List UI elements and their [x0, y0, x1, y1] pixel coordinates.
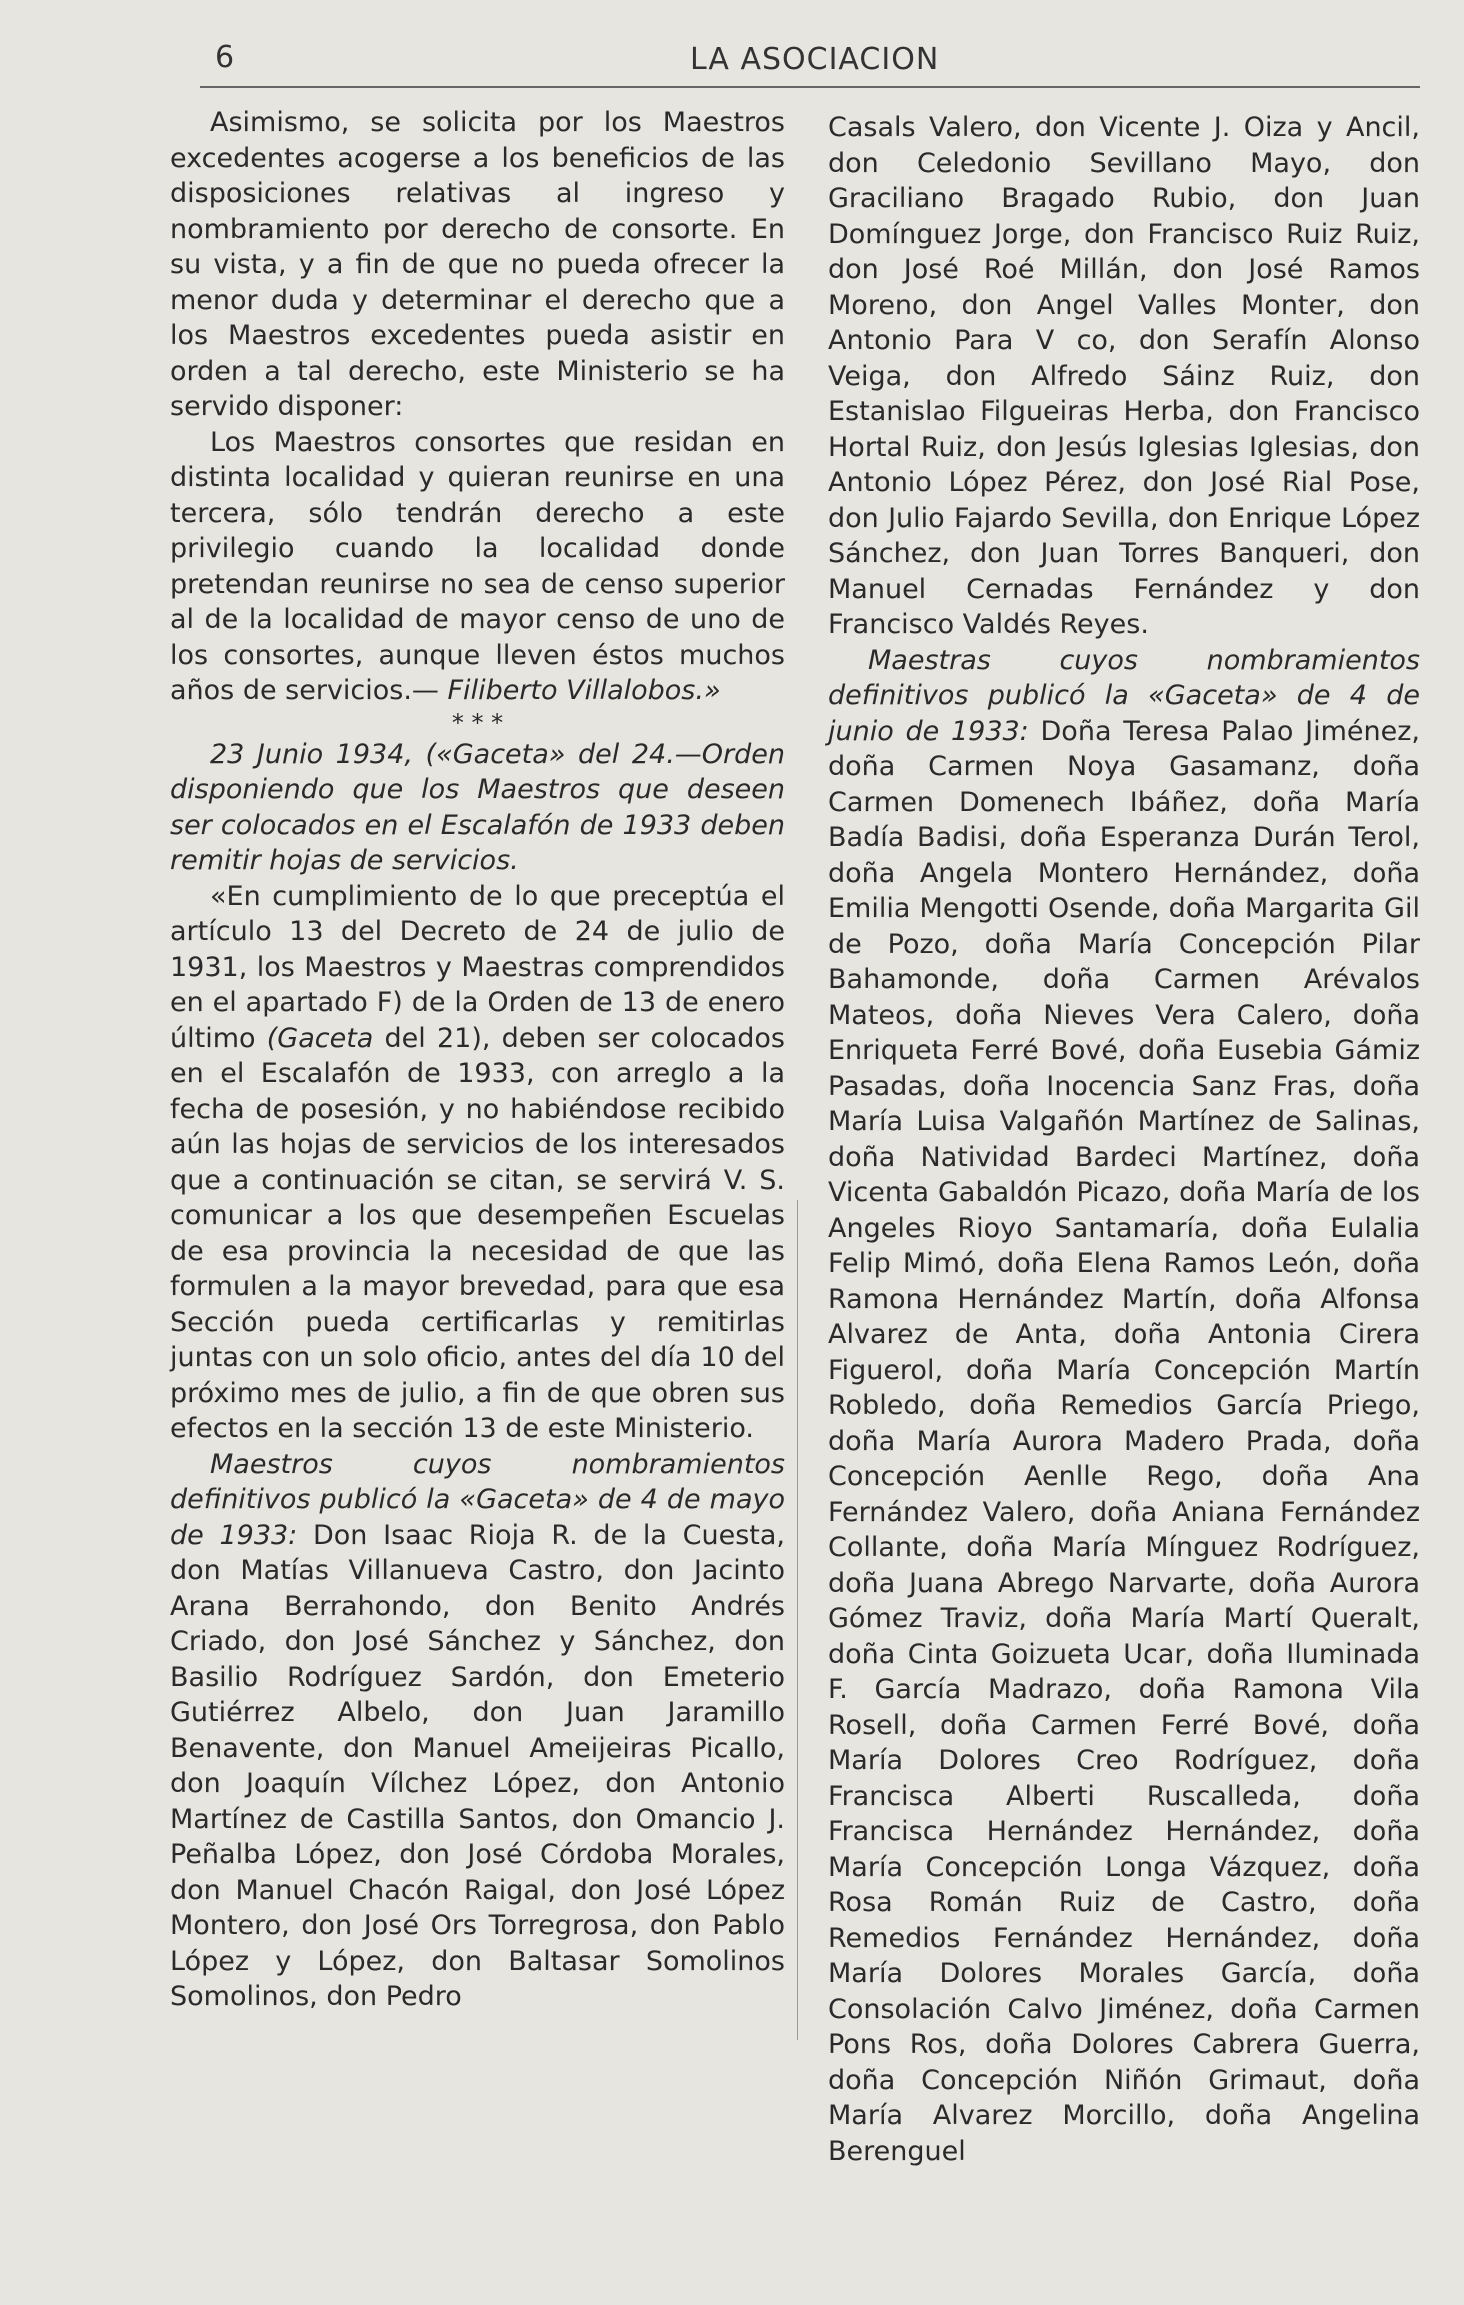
- page-header: [200, 40, 1420, 90]
- page-number: 6: [215, 40, 235, 75]
- section-separator: * * *: [451, 708, 504, 737]
- header-rule: [200, 86, 1420, 88]
- paragraph-consortes-intro: Asimismo, se solicita por los Maestros excedentes acogerse a los beneficios de las disposiciones relativas al ingreso y nombramiento por derecho de consorte. En su vista, y a fin de que no pueda ofrecer la menor duda y determinar el derecho que a los Maestros excedentes pueda asistir en orden a tal derecho, este Ministerio se ha servido disponer:: [170, 107, 785, 422]
- paragraph-consortes-rule: [170, 425, 785, 709]
- paragraph-maestras-list: [828, 643, 1420, 2170]
- running-title: LA ASOCIACION: [690, 42, 940, 77]
- left-column: [170, 105, 785, 2015]
- order-body-a: «En cumplimiento de lo que preceptúa el artículo 13 del Decreto de 24 de julio de 1931, los Maestros y Maestras comprendidos en el apartado F) de la Orden de 13 de enero último: [170, 880, 785, 1054]
- paragraph-maestros-list: [170, 1447, 785, 2015]
- order-heading: 23 Junio 1934, («Gaceta» del 24.—Orden disponiendo que los Maestros que deseen ser colocados en el Escalafón de 1933 deben remitir hojas de servicios.: [170, 738, 785, 876]
- order-body-b: del 21), deben ser colocados en el Escalafón de 1933, con arreglo a la fecha de posesión, y no habiéndose recibido aún las hojas de servicios de los interesados que a continuación se citan, se servirá V. S. comunicar a los que desempeñen Escuelas de esa provincia la necesidad de que las formulen a la mayor brevedad, para que esa Sección pueda certificarlas y remitirlas juntas con un solo oficio, antes del día 10 del próximo mes de julio, a fin de que obren sus efectos en la sección 13 de este Ministerio.: [170, 1022, 785, 1444]
- paragraph-order-body: [170, 879, 785, 1447]
- maestras-list-lead: Maestras cuyos nombramientos definitivos publicó la «Gaceta» de 4 de junio de 1933:: [828, 644, 1420, 747]
- order-body-gaceta: (Gaceta: [266, 1022, 374, 1054]
- maestras-list-names: Doña Teresa Palao Jiménez, doña Carmen Noya Gasamanz, doña Carmen Domenech Ibáñez, doña María Badía Badisi, doña Esperanza Durán Terol, doña Angela Montero Hernández, doña Emilia Mengotti Osende, doña Margarita Gil de Pozo, doña María Concepción Pilar Bahamonde, doña Carmen Arévalos Mateos, doña Nieves Vera Calero, doña Enriqueta Ferré Bové, doña Eusebia Gámiz Pasadas, doña Inocencia Sanz Fras, doña María Luisa Valgañón Martínez de Salinas, doña Natividad Bardeci Martínez, doña Vicenta Gabaldón Picazo, doña María de los Angeles Rioyo Santamaría, doña Eulalia Felip Mimó, doña Elena Ramos León, doña Ramona Hernández Martín, doña Alfonsa Alvarez de Anta, doña Antonia Cirera Figuerol, doña María Concepción Martín Robledo, doña Remedios García Priego, doña María Aurora Madero Prada, doña Concepción Aenlle Rego, doña Ana Fernández Valero, doña Aniana Fernández Collante, doña María Mínguez Rodríguez, doña Juana Abrego Narvarte, doña Aurora Gómez Traviz, doña María Martí Queralt, doña Cinta Goizueta Ucar, doña Iluminada F. García Madrazo, doña Ramona Vila Rosell, doña Carmen Ferré Bové, doña María Dolores Creo Rodríguez, doña Francisca Alberti Ruscalleda, doña Francisca Hernández Hernández, doña María Concepción Longa Vázquez, doña Rosa Román Ruiz de Castro, doña Remedios Fernández Hernández, doña María Dolores Morales García, doña Consolación Calvo Jiménez, doña Carmen Pons Ros, doña Dolores Cabrera Guerra, doña Concepción Niñón Grimaut, doña María Alvarez Morcillo, doña Angelina Berenguel: [828, 715, 1420, 2167]
- right-column: [828, 110, 1420, 2169]
- consortes-rule-text: Los Maestros consortes que residan en distinta localidad y quieran reunirse en una tercera, sólo tendrán derecho a este privilegio cuando la localidad donde pretendan reunirse no sea de censo superior al de la localidad de mayor censo de uno de los consortes, aunque lleven éstos muchos años de servicios.—: [170, 426, 785, 706]
- maestros-list-names: Don Isaac Rioja R. de la Cuesta, don Matías Villanueva Castro, don Jacinto Arana Berrahondo, don Benito Andrés Criado, don José Sánchez y Sánchez, don Basilio Rodríguez Sardón, don Emeterio Gutiérrez Albelo, don Juan Jaramillo Benavente, don Manuel Ameijeiras Picallo, don Joaquín Vílchez López, don Antonio Martínez de Castilla Santos, don Omancio J. Peñalba López, don José Córdoba Morales, don Manuel Chacón Raigal, don José López Montero, don José Ors Torregrosa, don Pablo López y López, don Baltasar Somolinos Somolinos, don Pedro: [170, 1519, 785, 2012]
- maestros-list-lead: Maestros cuyos nombramientos definitivos publicó la «Gaceta» de 4 de mayo de 1933:: [170, 1448, 785, 1551]
- paragraph-maestros-continued: Casals Valero, don Vicente J. Oiza y Ancil, don Celedonio Sevillano Mayo, don Graciliano Bragado Rubio, don Juan Domínguez Jorge, don Francisco Ruiz Ruiz, don José Roé Millán, don José Ramos Moreno, don Angel Valles Monter, don Antonio Para V co, don Serafín Alonso Veiga, don Alfredo Sáinz Ruiz, don Estanislao Filgueiras Herba, don Francisco Hortal Ruiz, don Jesús Iglesias Iglesias, don Antonio López Pérez, don José Rial Pose, don Julio Fajardo Sevilla, don Enrique López Sánchez, don Juan Torres Banqueri, don Manuel Cernadas Fernández y don Francisco Valdés Reyes.: [828, 112, 1420, 640]
- column-divider: [797, 1200, 798, 2040]
- signature: Filiberto Villalobos.»: [447, 675, 721, 706]
